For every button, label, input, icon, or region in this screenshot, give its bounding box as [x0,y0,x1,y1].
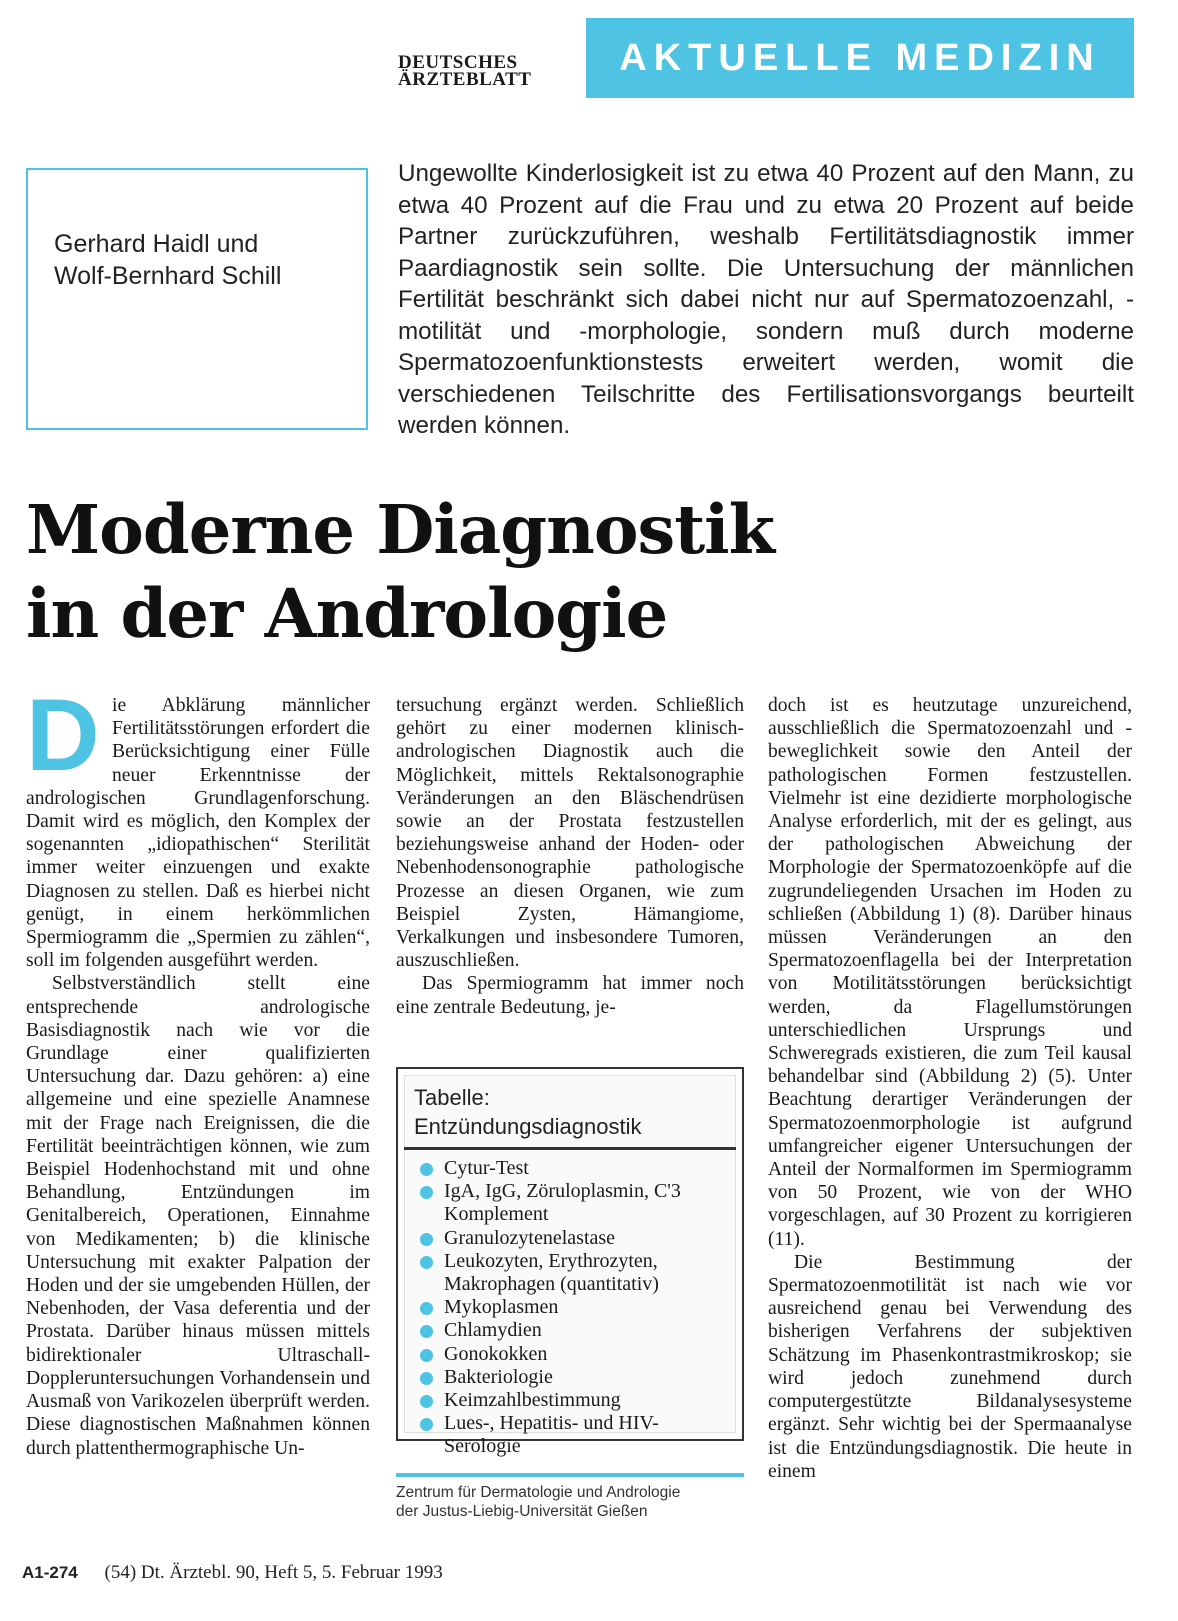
article-title [26,488,774,656]
list-item [412,1319,734,1342]
list-item-text: Keimzahlbestimmung [444,1389,621,1412]
affiliation-rule [396,1473,744,1477]
title-line2: in der Andrologie [26,574,668,653]
list-item [412,1180,734,1226]
table-title-line2: Entzündungsdiagnostik [414,1114,642,1139]
section-banner: AKTUELLE MEDIZIN [586,18,1134,98]
list-item [412,1366,734,1389]
list-item-text: Bakteriologie [444,1365,553,1388]
table-title [414,1083,642,1141]
table-divider [404,1147,736,1150]
paragraph: Selbstverständlich stellt eine entsprechende andrologische Basisdiagnostik nach wie vor die Grundlage einer qualifizierten Untersuchung dar. Dazu gehören: a) eine allgemeine und eine spezielle Anamnese mit der Frage nach Ereignissen, die die Fertilität beeinträchtigen können, wie zum Beispiel Hodenhochstand mit und ohne Behandlung, Entzündungen im Genitalbereich, Operationen, Einnahme von Medikamenten; b) die klinische Untersuchung mit exakter Palpation der Hoden und der sie umgebenden Hüllen, der Nebenhoden, der Vasa deferentia und der Prostata. Darüber hinaus müssen mittels bidirektionaler Ultraschall-Doppleruntersuchungen Vorhandensein und Ausmaß von Varikozelen überprüft werden. Diese diagnostischen Maßnahmen können durch plattenthermographische Un- [26,973,370,1459]
list-item-text: Granulozytenelastase [444,1226,616,1249]
list-item-text: Mykoplasmen [444,1296,559,1319]
affiliation-line1: Zentrum für Dermatologie und Andrologie [396,1484,681,1501]
bullet-icon [420,1372,433,1385]
page-footer [22,1562,443,1584]
title-line1: Moderne Diagnostik [26,490,775,569]
table-box [396,1067,744,1458]
masthead-line1: DEUTSCHES [398,52,518,73]
list-item [412,1157,734,1180]
list-item-text: Gonokokken [444,1342,548,1365]
list-item [412,1343,734,1366]
bullet-icon [420,1163,433,1176]
body-column-2 [396,694,744,1019]
bullet-icon [420,1395,433,1408]
bullet-icon [420,1349,433,1362]
authors [54,228,281,292]
list-item [412,1412,734,1458]
list-item-text: Lues-, Hepatitis- und HIV-Serologie [444,1412,659,1458]
masthead [398,54,531,88]
list-item [412,1250,734,1296]
drop-cap: D [26,678,100,792]
body-column-1 [26,678,370,1460]
list-item [412,1296,734,1319]
table-title-line1: Tabelle: [414,1085,490,1110]
author-line1: Gerhard Haidl und [54,230,259,258]
paragraph: ie Abklärung männlicher Fertilitätsstörungen erfordert die Berücksichtigung einer Fülle neuer Erkenntnisse der andrologischen Grundlagenforschung. Damit wird es möglich, den Komplex der sogenannten „idiopathischen“ Sterilität immer weiter einzuengen und exakte Diagnosen zu stellen. Daß es hierbei nicht genügt, in einem herkömmlichen Spermiogramm die „Spermien zu zählen“, soll im folgenden ausgeführt werden. [26,695,370,972]
bullet-icon [420,1418,433,1431]
paragraph: doch ist es heutzutage unzureichend, ausschließlich die Spermatozoenzahl und -beweglichkeit sowie den Anteil der pathologischen Formen festzustellen. Vielmehr ist eine dezidierte morphologische Analyse erforderlich, mit der es gelingt, aus der pathologischen Abweichung der Morphologie der Spermatozoenköpfe auf die zugrundeliegenden Ursachen im Hoden zu schließen (Abbildung 1) (8). Darüber hinaus müssen Veränderungen an den Spermatozoenflagella bei der Interpretation von Motilitätsstörungen berücksichtigt werden, da Flagellumstörungen unterschiedlichen Ursprungs und Schweregrads existieren, die zum Teil kausal behandelbar sind (Abbildung 2) (5). Unter Beachtung derartiger Veränderungen der Spermatozoenmorphologie ist aufgrund umfangreicher eigener Untersuchungen der Anteil der Normalformen im Spermiogramm von 50 Prozent, wie von der WHO vorgeschlagen, auf 30 Prozent zu korrigieren (11). [768,695,1132,1250]
bullet-icon [420,1325,433,1338]
paragraph: Die Bestimmung der Spermatozoenmotilität ist nach wie vor ausreichend genau bei Verwendung des bisherigen Verfahrens der subjektiven Schätzung im Phasenkontrastmikroskop; sie wird jedoch zunehmend durch computergestützte Bildanalysesysteme ergänzt. Sehr wichtig bei der Spermaanalyse ist die Entzündungsdiagnostik. Die heute in einem [768,1251,1132,1482]
paragraph: tersuchung ergänzt werden. Schließlich gehört zu einer modernen klinisch-andrologischen Diagnostik auch die Möglichkeit, mittels Rektalsonographie Veränderungen an den Bläschendrüsen sowie an der Prostata festzustellen beziehungsweise anhand der Hoden- oder Nebenhodensonographie pathologische Prozesse an diesen Organen, wie zum Beispiel Zysten, Hämangiome, Verkalkungen und insbesondere Tumoren, auszuschließen. [396,695,744,972]
masthead-line2: ÄRZTEBLATT [398,69,532,90]
page-number: A1-274 [22,1563,78,1582]
author-box [26,168,368,430]
abstract: Ungewollte Kinderlosigkeit ist zu etwa 40 Prozent auf den Mann, zu etwa 40 Prozent auf die Frau und zu etwa 20 Prozent auf beide Partner zurückzuführen, weshalb Fertilitätsdiagnostik immer Paardiagnostik sein sollte. Die Untersuchung der männlichen Fertilität beschränkt sich dabei nicht nur auf Spermatozoenzahl, -motilität und -morphologie, sondern muß durch moderne Spermatozoenfunktionstests erweitert werden, womit die verschiedenen Teilschritte des Fertilisationsvorgangs beurteilt werden können. [398,160,1134,439]
table-list [412,1157,734,1459]
author-line2: Wolf-Bernhard Schill [54,262,282,290]
list-item-text: Chlamydien [444,1319,542,1342]
bullet-icon [420,1256,433,1269]
bullet-icon [420,1302,433,1315]
list-item-text: Cytur-Test [444,1157,529,1179]
citation: (54) Dt. Ärztebl. 90, Heft 5, 5. Februar 1993 [104,1562,443,1583]
list-item-text: Leukozyten, Erythrozyten, Makrophagen (quantitativ) [444,1249,659,1296]
bullet-icon [420,1233,433,1246]
list-item [412,1389,734,1412]
affiliation-line2: der Justus-Liebig-Universität Gießen [396,1503,648,1520]
list-item [412,1227,734,1250]
paragraph: Das Spermiogramm hat immer noch eine zentrale Bedeutung, je- [396,973,744,1018]
bullet-icon [420,1186,433,1199]
body-column-3 [768,694,1132,1483]
list-item-text: IgA, IgG, Zöruloplasmin, C'3 Komplement [444,1180,681,1226]
affiliation [396,1483,746,1521]
